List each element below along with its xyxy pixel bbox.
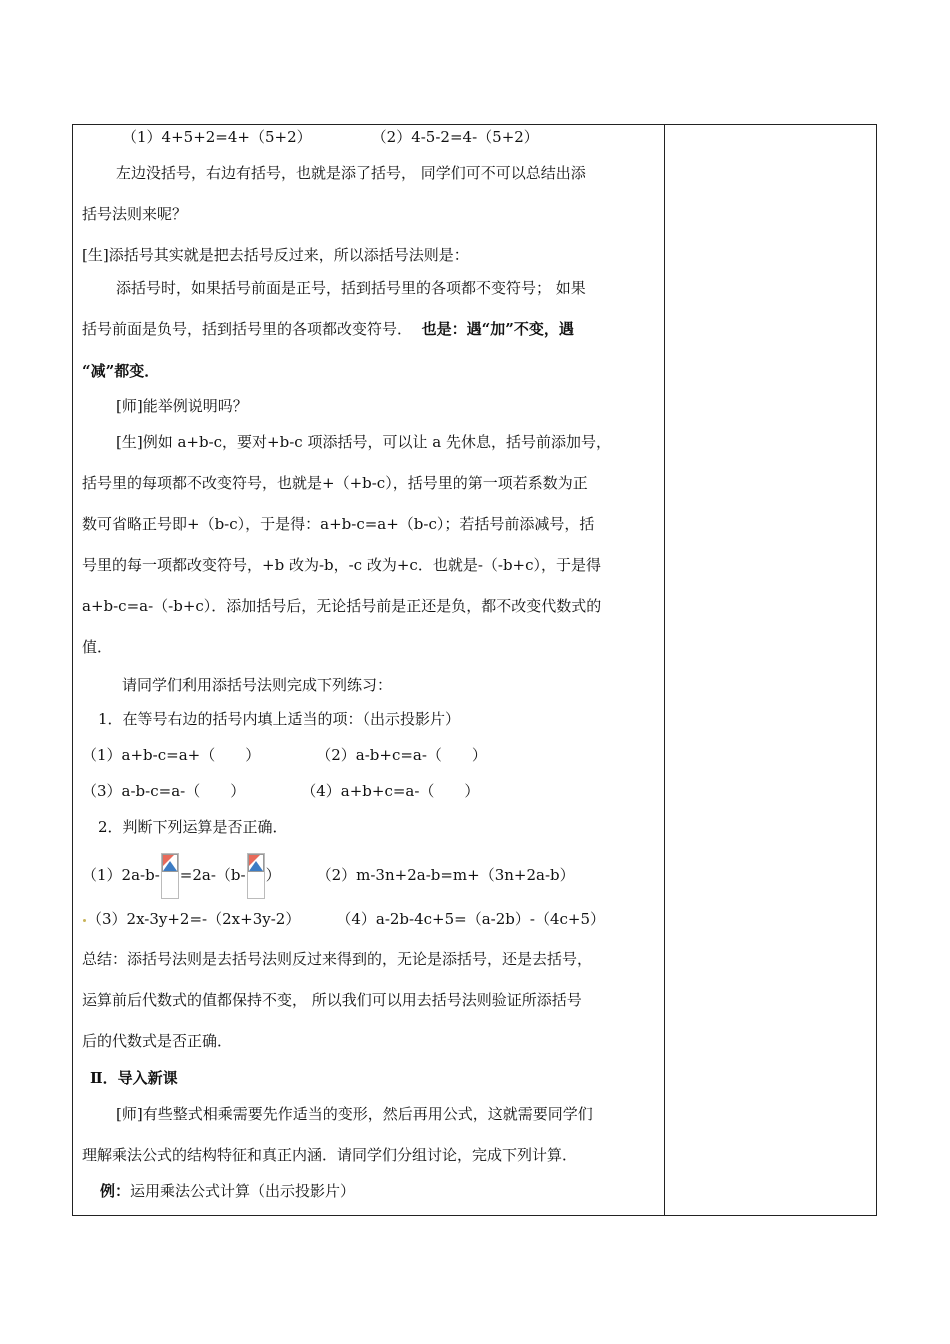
broken-image-icon [247, 853, 265, 899]
rule-summary: “减”都变． [82, 362, 160, 380]
paragraph-line: [生]添括号其实就是把去括号反过来，所以添括号法则是： [82, 246, 469, 264]
paragraph-line: [师]有些整式相乘需要先作适当的变形，然后再用公式，这就需要同学们 [116, 1105, 593, 1123]
exercise-intro: 请同学们利用添括号法则完成下列练习： [122, 676, 393, 694]
column-divider [664, 124, 665, 1216]
paragraph-line: 括号法则来呢？ [82, 205, 188, 223]
exercise-1-row-a: （1）a+b-c=a+（ ） （2）a-b+c=a-（ ） [82, 746, 487, 764]
summary-line: 后的代数式是否正确． [82, 1032, 233, 1050]
broken-image-icon [161, 853, 179, 899]
summary-line: 运算前后代数式的值都保持不变， 所以我们可以用去括号法则验证所添括号 [82, 991, 582, 1009]
exercise-1-row-b: （3）a-b-c=a-（ ） （4）a+b+c=a-（ ） [82, 782, 480, 800]
example-line-1: （1）4+5+2=4+（5+2） （2）4-5-2=4-（5+2） [122, 128, 539, 146]
summary-line: 总结：添括号法则是去括号法则反过来得到的，无论是添括号，还是去括号， [82, 950, 593, 968]
paragraph-line: 值． [82, 638, 113, 656]
paragraph-line: 号里的每一项都改变符号，+b 改为-b，-c 改为+c．也就是-（-b+c），于是得 [82, 556, 602, 574]
exercise-2-row-a: （1）2a-b- =2a-（b- ） （2）m-3n+2a-b=m+（3n+2a-b） [82, 852, 575, 898]
paragraph-line: 理解乘法公式的结构特征和真正内涵．请同学们分组讨论，完成下列计算． [82, 1146, 578, 1164]
paragraph-line: [生]例如 a+b-c，要对+b-c 项添括号，可以让 a 先休息，括号前添加号， [116, 433, 611, 451]
exercise-2-row-b: （3）2x-3y+2=-（2x+3y-2） （4）a-2b-4c+5=（a-2b）-（4c+5） [82, 908, 605, 930]
rule-line: 括号前面是负号，括到括号里的各项都改变符号． 也是：遇“加”不变，遇 [82, 320, 574, 338]
paragraph-line: 左边没括号，右边有括号，也就是添了括号， 同学们可不可以总结出添 [116, 164, 586, 182]
exercise-2-title: 2．判断下列运算是否正确． [98, 818, 288, 836]
example-heading: 例：运用乘法公式计算（出示投影片） [100, 1182, 356, 1200]
exercise-1-title: 1．在等号右边的括号内填上适当的项：（出示投影片） [98, 710, 461, 728]
paragraph-line: a+b-c=a-（-b+c）．添加括号后，无论括号前是正还是负，都不改变代数式的 [82, 597, 602, 615]
teacher-question: [师]能举例说明吗？ [116, 397, 248, 415]
rule-line: 添括号时，如果括号前面是正号，括到括号里的各项都不变符号； 如果 [116, 279, 586, 297]
paragraph-line: 数可省略正号即+（b-c），于是得：a+b-c=a+（b-c）；若括号前添减号，括 [82, 515, 595, 533]
paragraph-line: 括号里的每项都不改变符号，也就是+（+b-c），括号里的第一项若系数为正 [82, 474, 588, 492]
section-heading: Ⅱ．导入新课 [90, 1069, 178, 1087]
mark-dot [83, 919, 86, 922]
